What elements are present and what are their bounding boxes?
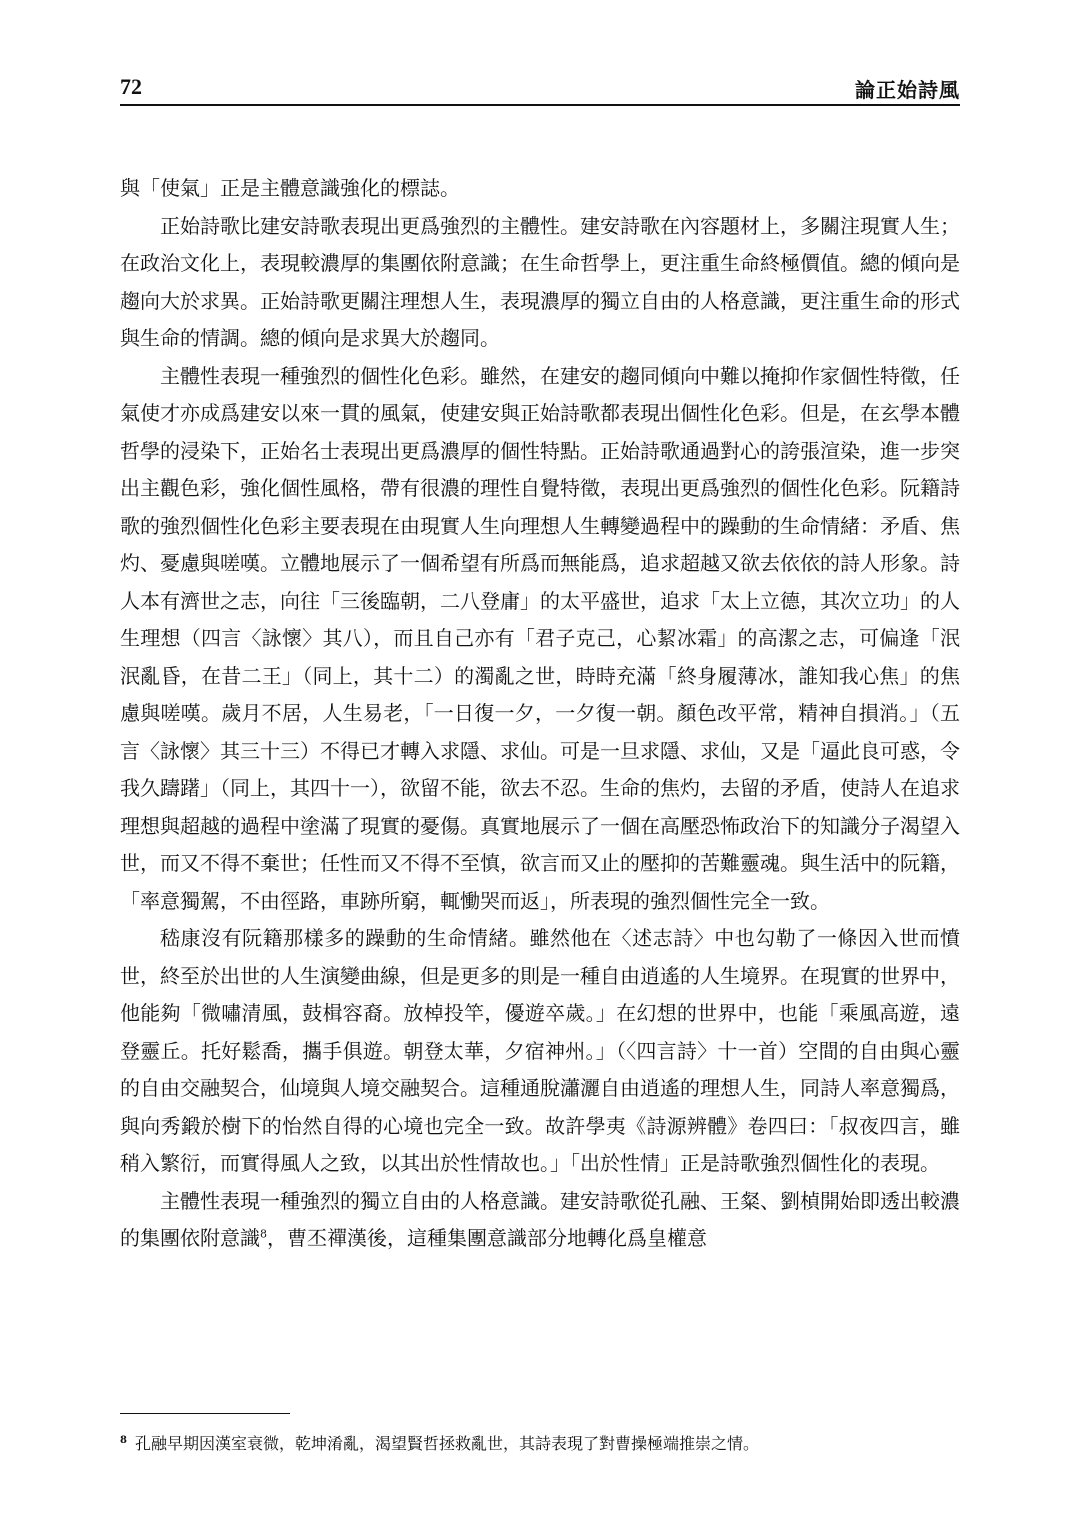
footnote-reference: 8 <box>260 1227 267 1241</box>
paragraph: 正始詩歌比建安詩歌表現出更爲強烈的主體性。建安詩歌在內容題材上，多關注現實人生；在政治文化上，表現較濃厚的集團依附意識；在生命哲學上，更注重生命終極價值。總的傾向是趨向大於求異。正始詩歌更關注理想人生，表現濃厚的獨立自由的人格意識，更注重生命的形式與生命的情調。總的傾向是求異大於趨同。 <box>120 213 960 350</box>
running-title: 論正始詩風 <box>855 78 960 102</box>
paragraph: 嵇康沒有阮籍那樣多的躁動的生命情緒。雖然他在〈述志詩〉中也勾勒了一條因入世而憤世，終至於出世的人生演變曲線，但是更多的則是一種自由逍遙的人生境界。在現實的世界中，他能夠「微嘯清風，鼓楫容裔。放棹投竿，優遊卒歲。」在幻想的世界中，也能「乘風高遊，遠登靈丘。托好鬆喬，攜手俱遊。朝登太華，夕宿神州。」（〈四言詩〉十一首）空間的自由與心靈的自由交融契合，仙境與人境交融契合。這種通脫瀟灑自由逍遙的理想人生，同詩人率意獨爲，與向秀鍛於樹下的怡然自得的心境也完全一致。故許學夷《詩源辨體》卷四曰：「叔夜四言，雖稍入繁衍，而實得風人之致，以其出於性情故也。」「出於性情」正是詩歌強烈個性化的表現。 <box>120 926 960 1175</box>
paragraph-text: 主體性表現一種強烈的獨立自由的人格意識。建安詩歌從孔融、王粲、劉楨開始即透出較濃的集團依附意識 <box>120 1188 960 1250</box>
footnote-text: 孔融早期因漢室衰微，乾坤淆亂，渴望賢哲拯救亂世，其詩表現了對曹操極端推崇之情。 <box>134 1434 759 1453</box>
body-text <box>120 170 960 1258</box>
page-header <box>120 74 960 100</box>
paragraph-text: ，曹丕禪漢後，這種集團意識部分地轉化爲皇權意 <box>267 1226 707 1250</box>
page-number: 72 <box>120 74 142 99</box>
paragraph <box>120 1183 960 1258</box>
footnote-marker: 8 <box>120 1434 127 1446</box>
paragraph: 與「使氣」正是主體意識強化的標誌。 <box>120 176 460 200</box>
header-rule <box>120 104 960 106</box>
footnote-divider <box>120 1413 290 1414</box>
footnote <box>120 1432 960 1456</box>
paragraph: 主體性表現一種強烈的個性化色彩。雖然，在建安的趨同傾向中難以掩抑作家個性特徵，任氣使才亦成爲建安以來一貫的風氣，使建安與正始詩歌都表現出個性化色彩。但是，在玄學本體哲學的浸染下，正始名士表現出更爲濃厚的個性特點。正始詩歌通過對心的誇張渲染，進一步突出主觀色彩，強化個性風格，帶有很濃的理性自覺特徵，表現出更爲強烈的個性化色彩。阮籍詩歌的強烈個性化色彩主要表現在由現實人生向理想人生轉變過程中的躁動的生命情緒：矛盾、焦灼、憂慮與嗟嘆。立體地展示了一個希望有所爲而無能爲，追求超越又欲去依依的詩人形象。詩人本有濟世之志，向往「三後臨朝，二八登庸」的太平盛世，追求「太上立德，其次立功」的人生理想（四言〈詠懷〉其八），而且自己亦有「君子克己，心絜冰霜」的高潔之志，可偏逢「泯泯亂昏，在昔二王」（同上，其十二）的濁亂之世，時時充滿「終身履薄冰，誰知我心焦」的焦慮與嗟嘆。歲月不居，人生易老，「一日復一夕，一夕復一朝。顏色改平常，精神自損消。」（五言〈詠懷〉其三十三）不得已才轉入求隱、求仙。可是一旦求隱、求仙，又是「逼此良可惑，令我久躊躇」（同上，其四十一），欲留不能，欲去不忍。生命的焦灼，去留的矛盾，使詩人在追求理想與超越的過程中塗滿了現實的憂傷。真實地展示了一個在高壓恐怖政治下的知識分子渴望入世，而又不得不棄世；任性而又不得不至慎，欲言而又止的壓抑的苦難靈魂。與生活中的阮籍，「率意獨駕，不由徑路，車跡所窮，輒慟哭而返」，所表現的強烈個性完全一致。 <box>120 363 960 913</box>
